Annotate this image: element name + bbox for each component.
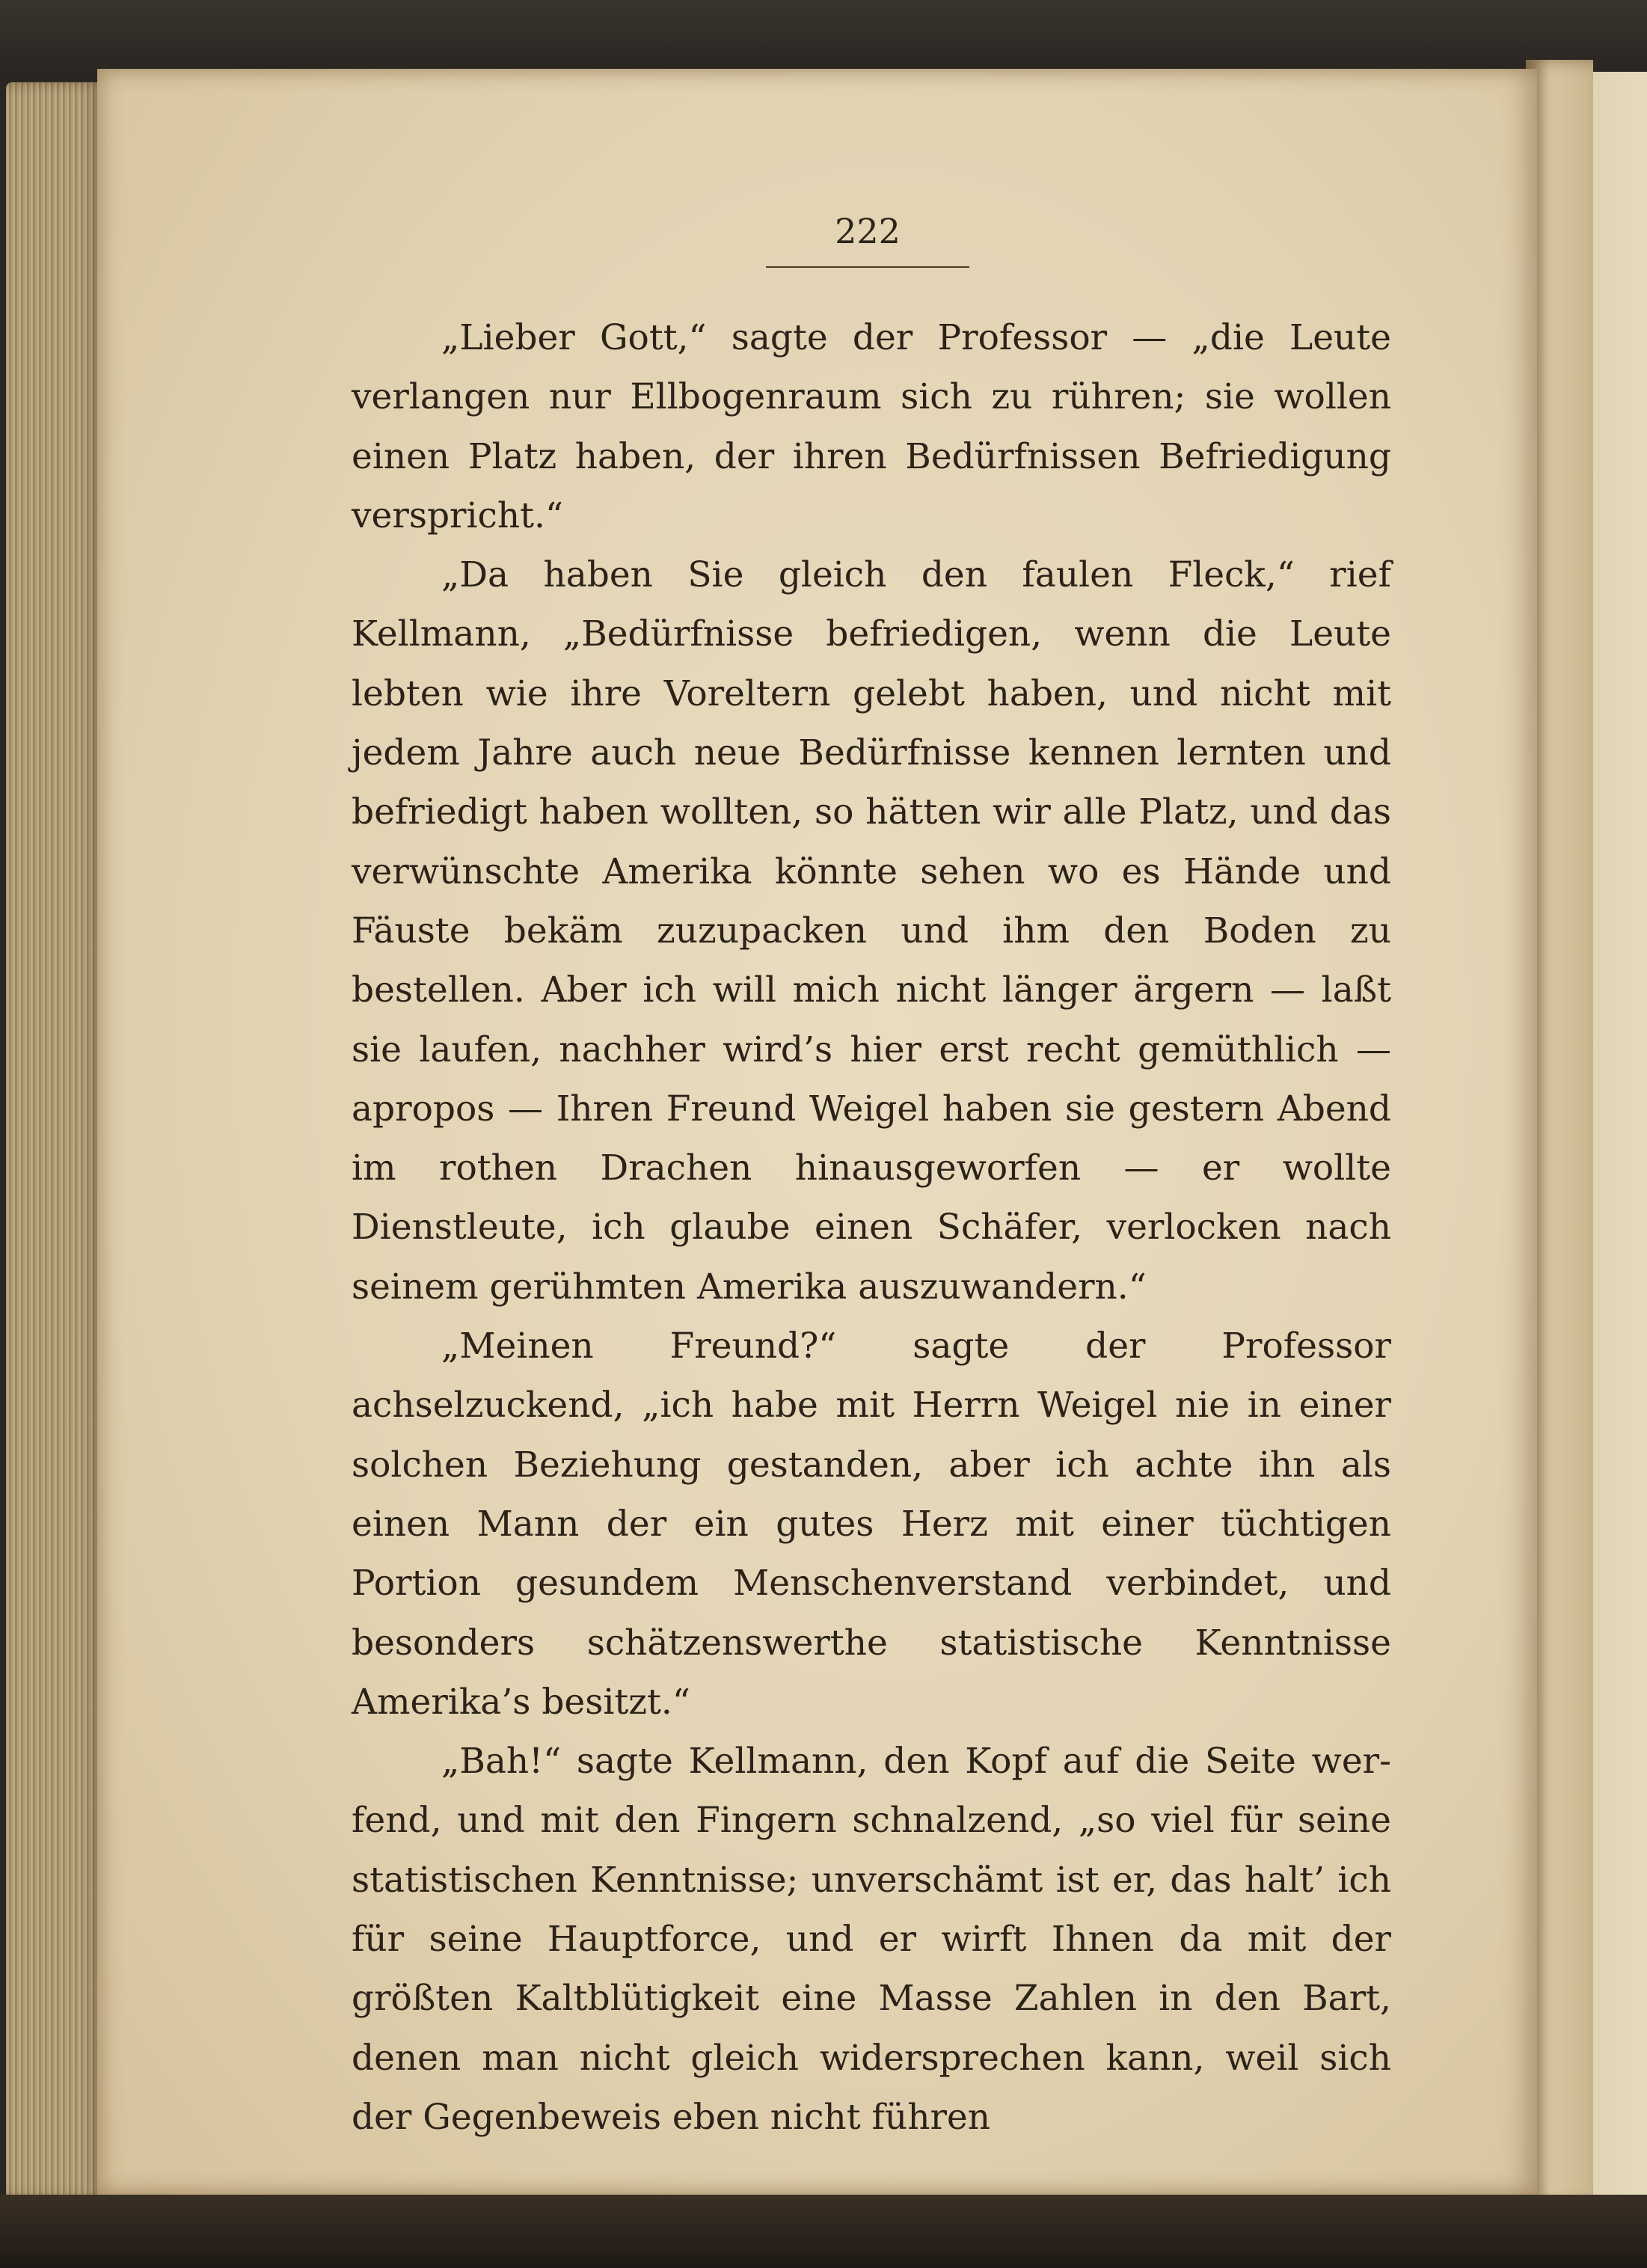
paragraph: „Meinen Freund?“ sagte der Professor achselzuckend, „ich habe mit Herrn Weigel nie in einer solchen Beziehung gestanden, aber ich achte ihn als einen Mann der ein gutes Herz mit einer tüchtigen Portion gesundem Menschenverstand verbindet, und besonders schätzenswerthe statistische Kenntnisse Amerika’s besitzt.“ xyxy=(352,1325,1391,1723)
paragraph: „Lieber Gott,“ sagte der Professor — „die Leute verlangen nur Ellbogenraum sich zu rühren; sie wollen einen Platz haben, der ihren Bedürfnissen Befriedigung verspricht.“ xyxy=(352,317,1391,536)
page-number: 222 xyxy=(835,211,901,251)
book-bottom-edge xyxy=(0,2195,1647,2268)
paragraph: „Bah!“ sagte Kellmann, den Kopf auf die Seite werfend, und mit den Fingern schnalzend, „so viel für seine statistischen Kenntnisse; unverschämt ist er, das halt’ ich für seine Hauptforce, und er wirft Ihnen da mit der größten Kaltblütigkeit eine Masse Zahlen in den Bart, denen man nicht gleich widersprechen kann, weil sich der Gegenbeweis eben nicht führen xyxy=(352,1741,1391,2138)
paragraph: „Da haben Sie gleich den faulen Fleck,“ rief Kellmann, „Bedürfnisse befriedigen, wenn die Leute lebten wie ihre Voreltern gelebt haben, und nicht mit jedem Jahre auch neue Bedürfnisse kennen lernten und befriedigt haben wollten, so hätten wir alle Platz, und das verwünschte Amerika könnte sehen wo es Hände und Fäuste bekäm zuzupacken und ihm den Boden zu bestellen. Aber ich will mich nicht länger ärgern — laßt sie laufen, nachher wird’s hier erst recht gemüthlich — apropos — Ihren Freund Weigel haben sie gestern Abend im rothen Drachen hinausgeworfen — er wollte Dienstleute, ich glaube einen Schäfer, verlocken nach seinem gerühmten Amerika auszuwandern.“ xyxy=(352,554,1391,1308)
header-rule xyxy=(766,266,969,268)
body-text xyxy=(352,308,1391,2138)
book-page-edges xyxy=(6,82,105,2199)
